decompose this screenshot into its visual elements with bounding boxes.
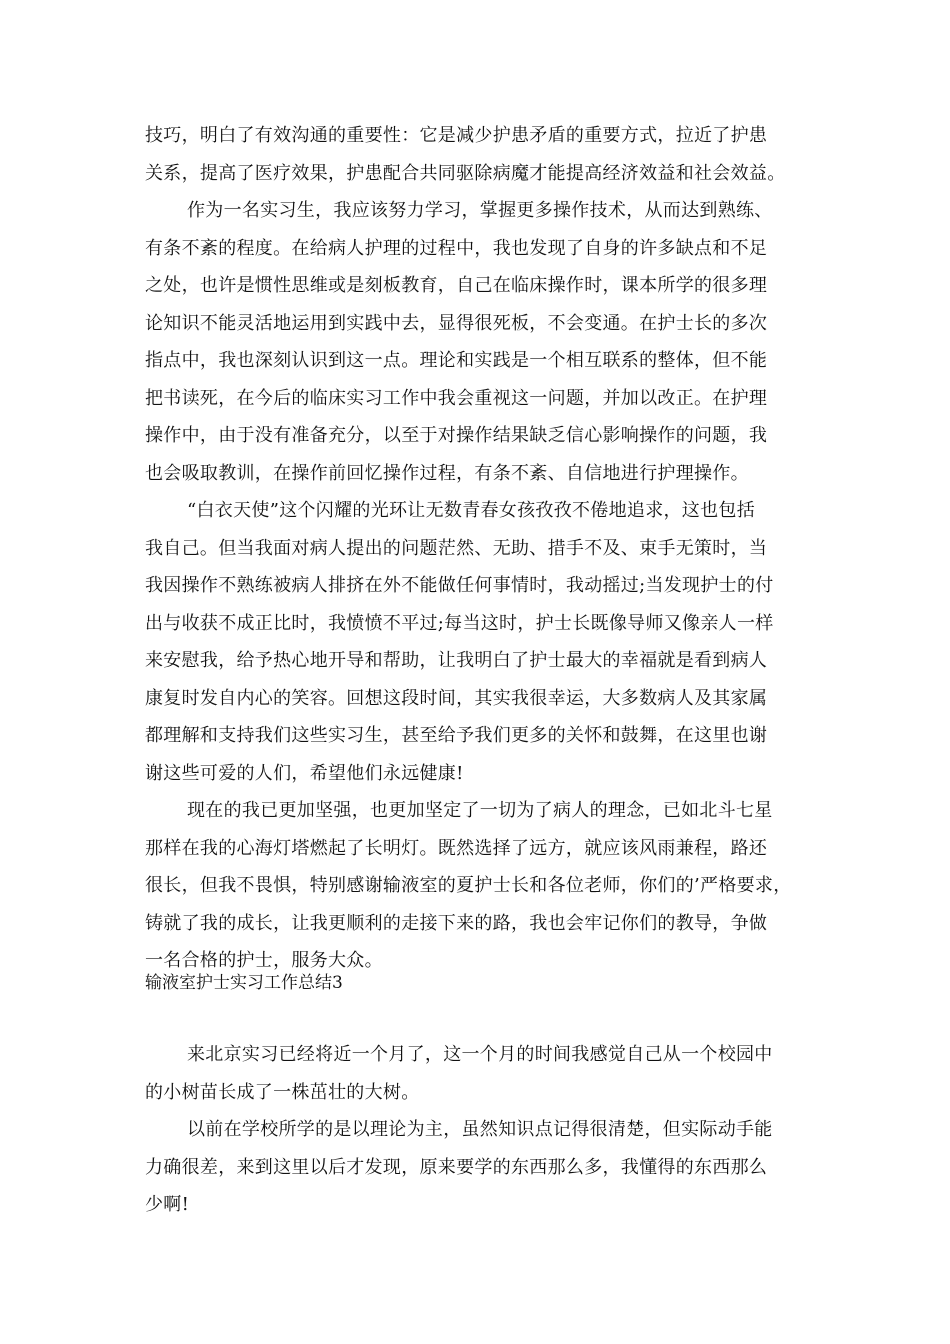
text-line: 现在的我已更加坚强，也更加坚定了一切为了病人的理念，已如北斗七星 [187, 800, 773, 821]
section-heading-block [145, 968, 825, 998]
text-line: 有条不紊的程度。在给病人护理的过程中，我也发现了自身的许多缺点和不足 [145, 237, 768, 259]
text-line: 论知识不能灵活地运用到实践中去，显得很死板，不会变通。在护士长的多次 [145, 312, 768, 334]
text-line: “白衣天使”这个闪耀的光环让无数青春女孩孜孜不倦地追求，这也包括 [187, 500, 756, 521]
text-line: 也会吸取教训，在操作前回忆操作过程，有条不紊、自信地进行护理操作。 [145, 462, 749, 484]
text-line: 来北京实习已经将近一个月了，这一个月的时间我感觉自己从一个校园中 [187, 1044, 773, 1065]
body-text-part-2 [145, 1036, 825, 1224]
text-line: 谢这些可爱的人们，希望他们永远健康! [145, 762, 464, 784]
text-line: 我因操作不熟练被病人排挤在外不能做任何事情时，我动摇过;当发现护士的付 [145, 575, 774, 596]
text-line: 来安慰我，给予热心地开导和帮助，让我明白了护士最大的幸福就是看到病人 [145, 650, 768, 671]
text-line: 的小树苗长成了一株茁壮的大树。 [145, 1081, 420, 1103]
text-line: 技巧，明白了有效沟通的重要性：它是减少护患矛盾的重要方式，拉近了护患 [145, 125, 768, 146]
text-line: 指点中，我也深刻认识到这一点。理论和实践是一个相互联系的整体，但不能 [145, 350, 768, 371]
text-line: 出与收获不成正比时，我愤愤不平过;每当这时，护士长既像导师又像亲人一样 [145, 612, 774, 634]
section-heading: 输液室护士实习工作总结3 [145, 973, 343, 993]
body-text-part-1 [145, 117, 825, 980]
text-line: 作为一名实习生，我应该努力学习，掌握更多操作技术，从而达到熟练、 [187, 200, 773, 221]
text-line: 一名合格的护士，服务大众。 [145, 950, 383, 971]
text-line: 以前在学校所学的是以理论为主，虽然知识点记得很清楚，但实际动手能 [187, 1119, 773, 1140]
text-line: 之处，也许是惯性思维或是刻板教育，自己在临床操作时，课本所学的很多理 [145, 275, 768, 296]
text-line: 关系，提高了医疗效果，护患配合共同驱除病魔才能提高经济效益和社会效益。 [145, 162, 786, 184]
text-line: 都理解和支持我们这些实习生，甚至给予我们更多的关怀和鼓舞，在这里也谢 [145, 725, 768, 746]
text-line: 那样在我的心海灯塔燃起了长明灯。既然选择了远方，就应该风雨兼程，路还 [145, 837, 768, 859]
text-line: 我自己。但当我面对病人提出的问题茫然、无助、措手不及、束手无策时，当 [145, 537, 768, 559]
text-line: 铸就了我的成长，让我更顺利的走接下来的路，我也会牢记你们的教导，争做 [145, 912, 768, 934]
text-line: 少啊! [145, 1194, 190, 1215]
text-line: 很长，但我不畏惧，特别感谢输液室的夏护士长和各位老师，你们的’严格要求， [145, 875, 792, 896]
text-line: 康复时发自内心的笑容。回想这段时间，其实我很幸运，大多数病人及其家属 [145, 687, 768, 709]
text-line: 力确很差，来到这里以后才发现，原来要学的东西那么多，我懂得的东西那么 [145, 1156, 768, 1178]
text-line: 操作中，由于没有准备充分，以至于对操作结果缺乏信心影响操作的问题，我 [145, 425, 768, 446]
text-line: 把书读死，在今后的临床实习工作中我会重视这一问题，并加以改正。在护理 [145, 387, 768, 409]
